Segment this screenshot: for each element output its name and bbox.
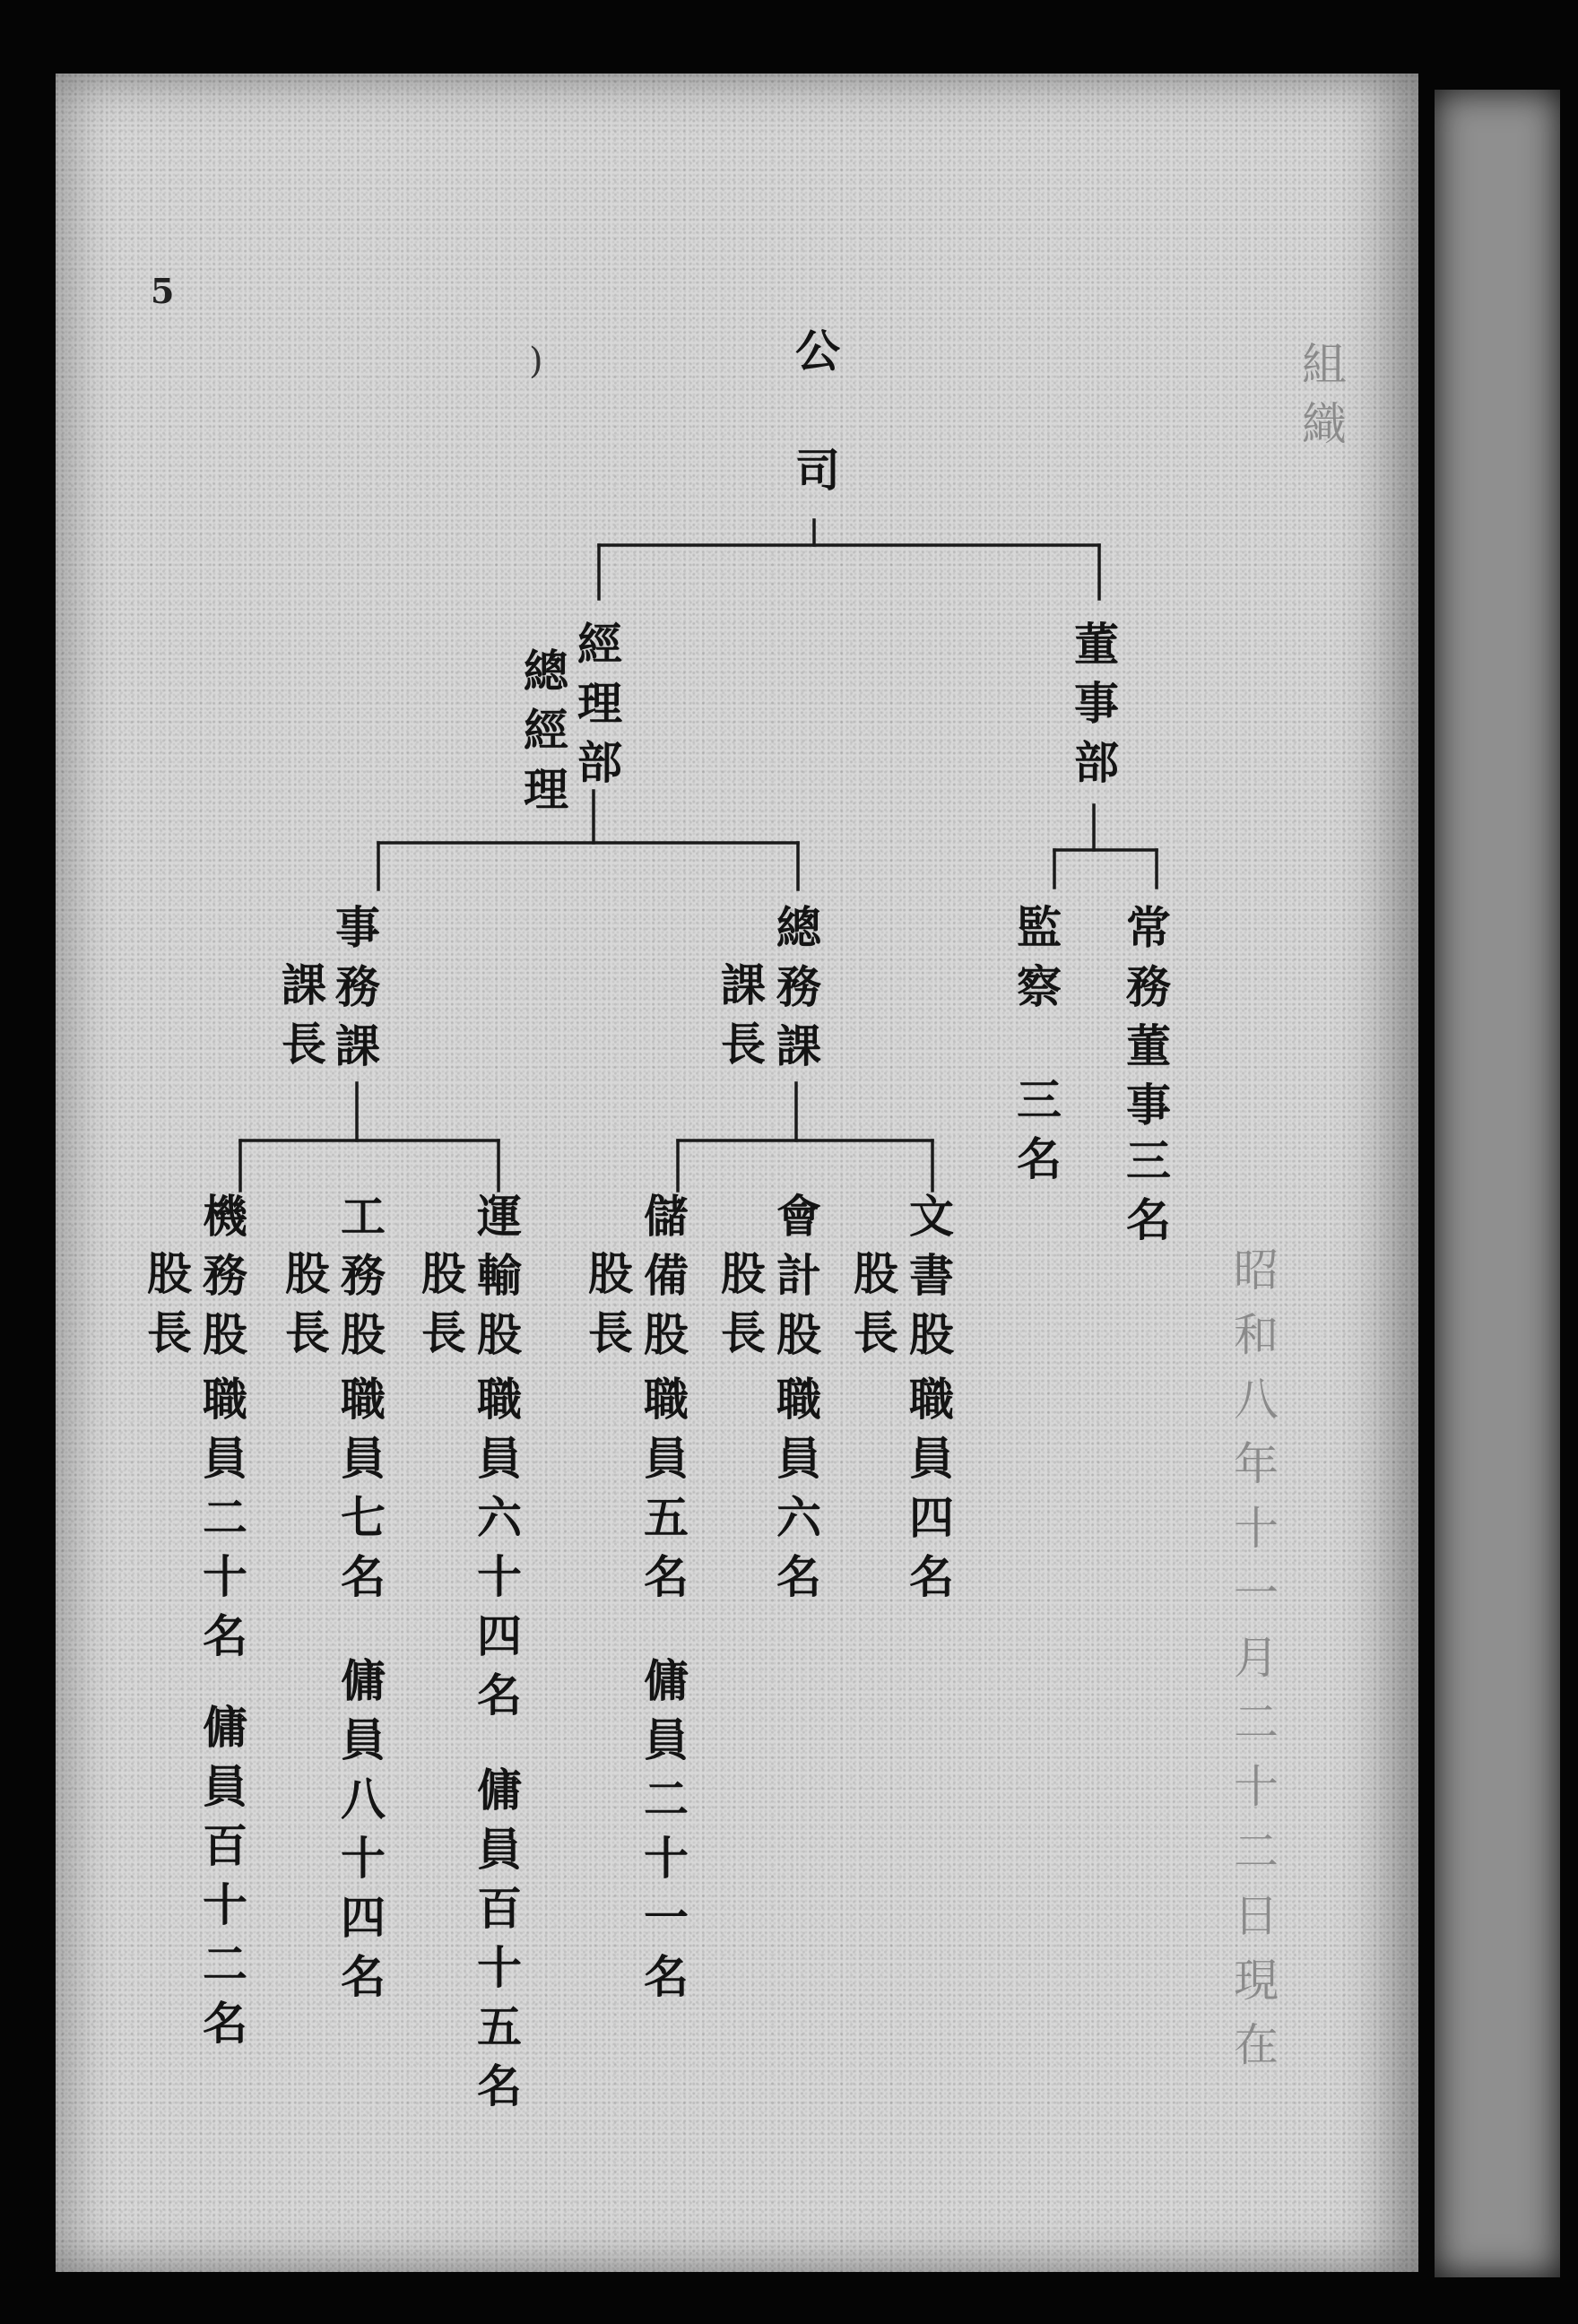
reserves-extra: 傭員二十一名 bbox=[637, 1657, 689, 2012]
mechanical-subsection-name: 機務股 bbox=[195, 1192, 248, 1370]
transport-extra: 傭員百十五名 bbox=[470, 1766, 523, 2121]
transport-subsection-name: 運輸股 bbox=[470, 1192, 523, 1370]
engineering-staff: 職員七名 bbox=[334, 1375, 386, 1612]
reserves-head: 股長 bbox=[581, 1250, 634, 1368]
board-member-count: 三名 bbox=[1119, 1137, 1172, 1255]
mechanical-extra: 傭員百十二名 bbox=[195, 1704, 248, 2059]
reserves-subsection-name: 儲備股 bbox=[637, 1192, 689, 1370]
paren-mark: ) bbox=[529, 341, 543, 382]
general-affairs-section-head: 課長 bbox=[714, 961, 767, 1080]
accounting-subsection-name: 會計股 bbox=[769, 1192, 822, 1370]
engineering-extra: 傭員八十四名 bbox=[334, 1657, 386, 2012]
root-company-char-2: 司 bbox=[788, 447, 841, 506]
bleed-through-text: 組織 bbox=[1295, 341, 1347, 459]
documents-staff: 職員四名 bbox=[902, 1375, 955, 1612]
board-dept-name: 董事部 bbox=[1067, 620, 1120, 798]
general-affairs-section-name: 總務課 bbox=[769, 904, 822, 1081]
engineering-subsection-name: 工務股 bbox=[334, 1192, 386, 1370]
transport-head: 股長 bbox=[414, 1250, 467, 1368]
documents-subsection-name: 文書股 bbox=[902, 1192, 955, 1370]
operations-section-head: 課長 bbox=[274, 961, 327, 1080]
documents-head: 股長 bbox=[846, 1250, 899, 1368]
mechanical-staff: 職員二十名 bbox=[195, 1375, 248, 1671]
accounting-staff: 職員六名 bbox=[769, 1375, 822, 1612]
auditor-count: 三名 bbox=[1010, 1076, 1062, 1194]
engineering-head: 股長 bbox=[278, 1250, 331, 1368]
managers-dept-name: 經理部 bbox=[570, 620, 623, 798]
page-number: 5 bbox=[151, 271, 175, 311]
margin-date-note: 昭和八年十一月二十二日現在 bbox=[1227, 1246, 1279, 2086]
root-company-char-1: 公 bbox=[788, 327, 841, 386]
auditor-title: 監察 bbox=[1010, 904, 1062, 1022]
transport-staff: 職員六十四名 bbox=[470, 1375, 523, 1730]
mechanical-head: 股長 bbox=[140, 1250, 193, 1368]
board-member-title: 常務董事 bbox=[1119, 904, 1172, 1140]
operations-section-name: 事務課 bbox=[328, 904, 381, 1081]
reserves-staff: 職員五名 bbox=[637, 1375, 689, 1612]
managers-dept-head: 總經理 bbox=[516, 647, 569, 825]
accounting-head: 股長 bbox=[714, 1250, 767, 1368]
